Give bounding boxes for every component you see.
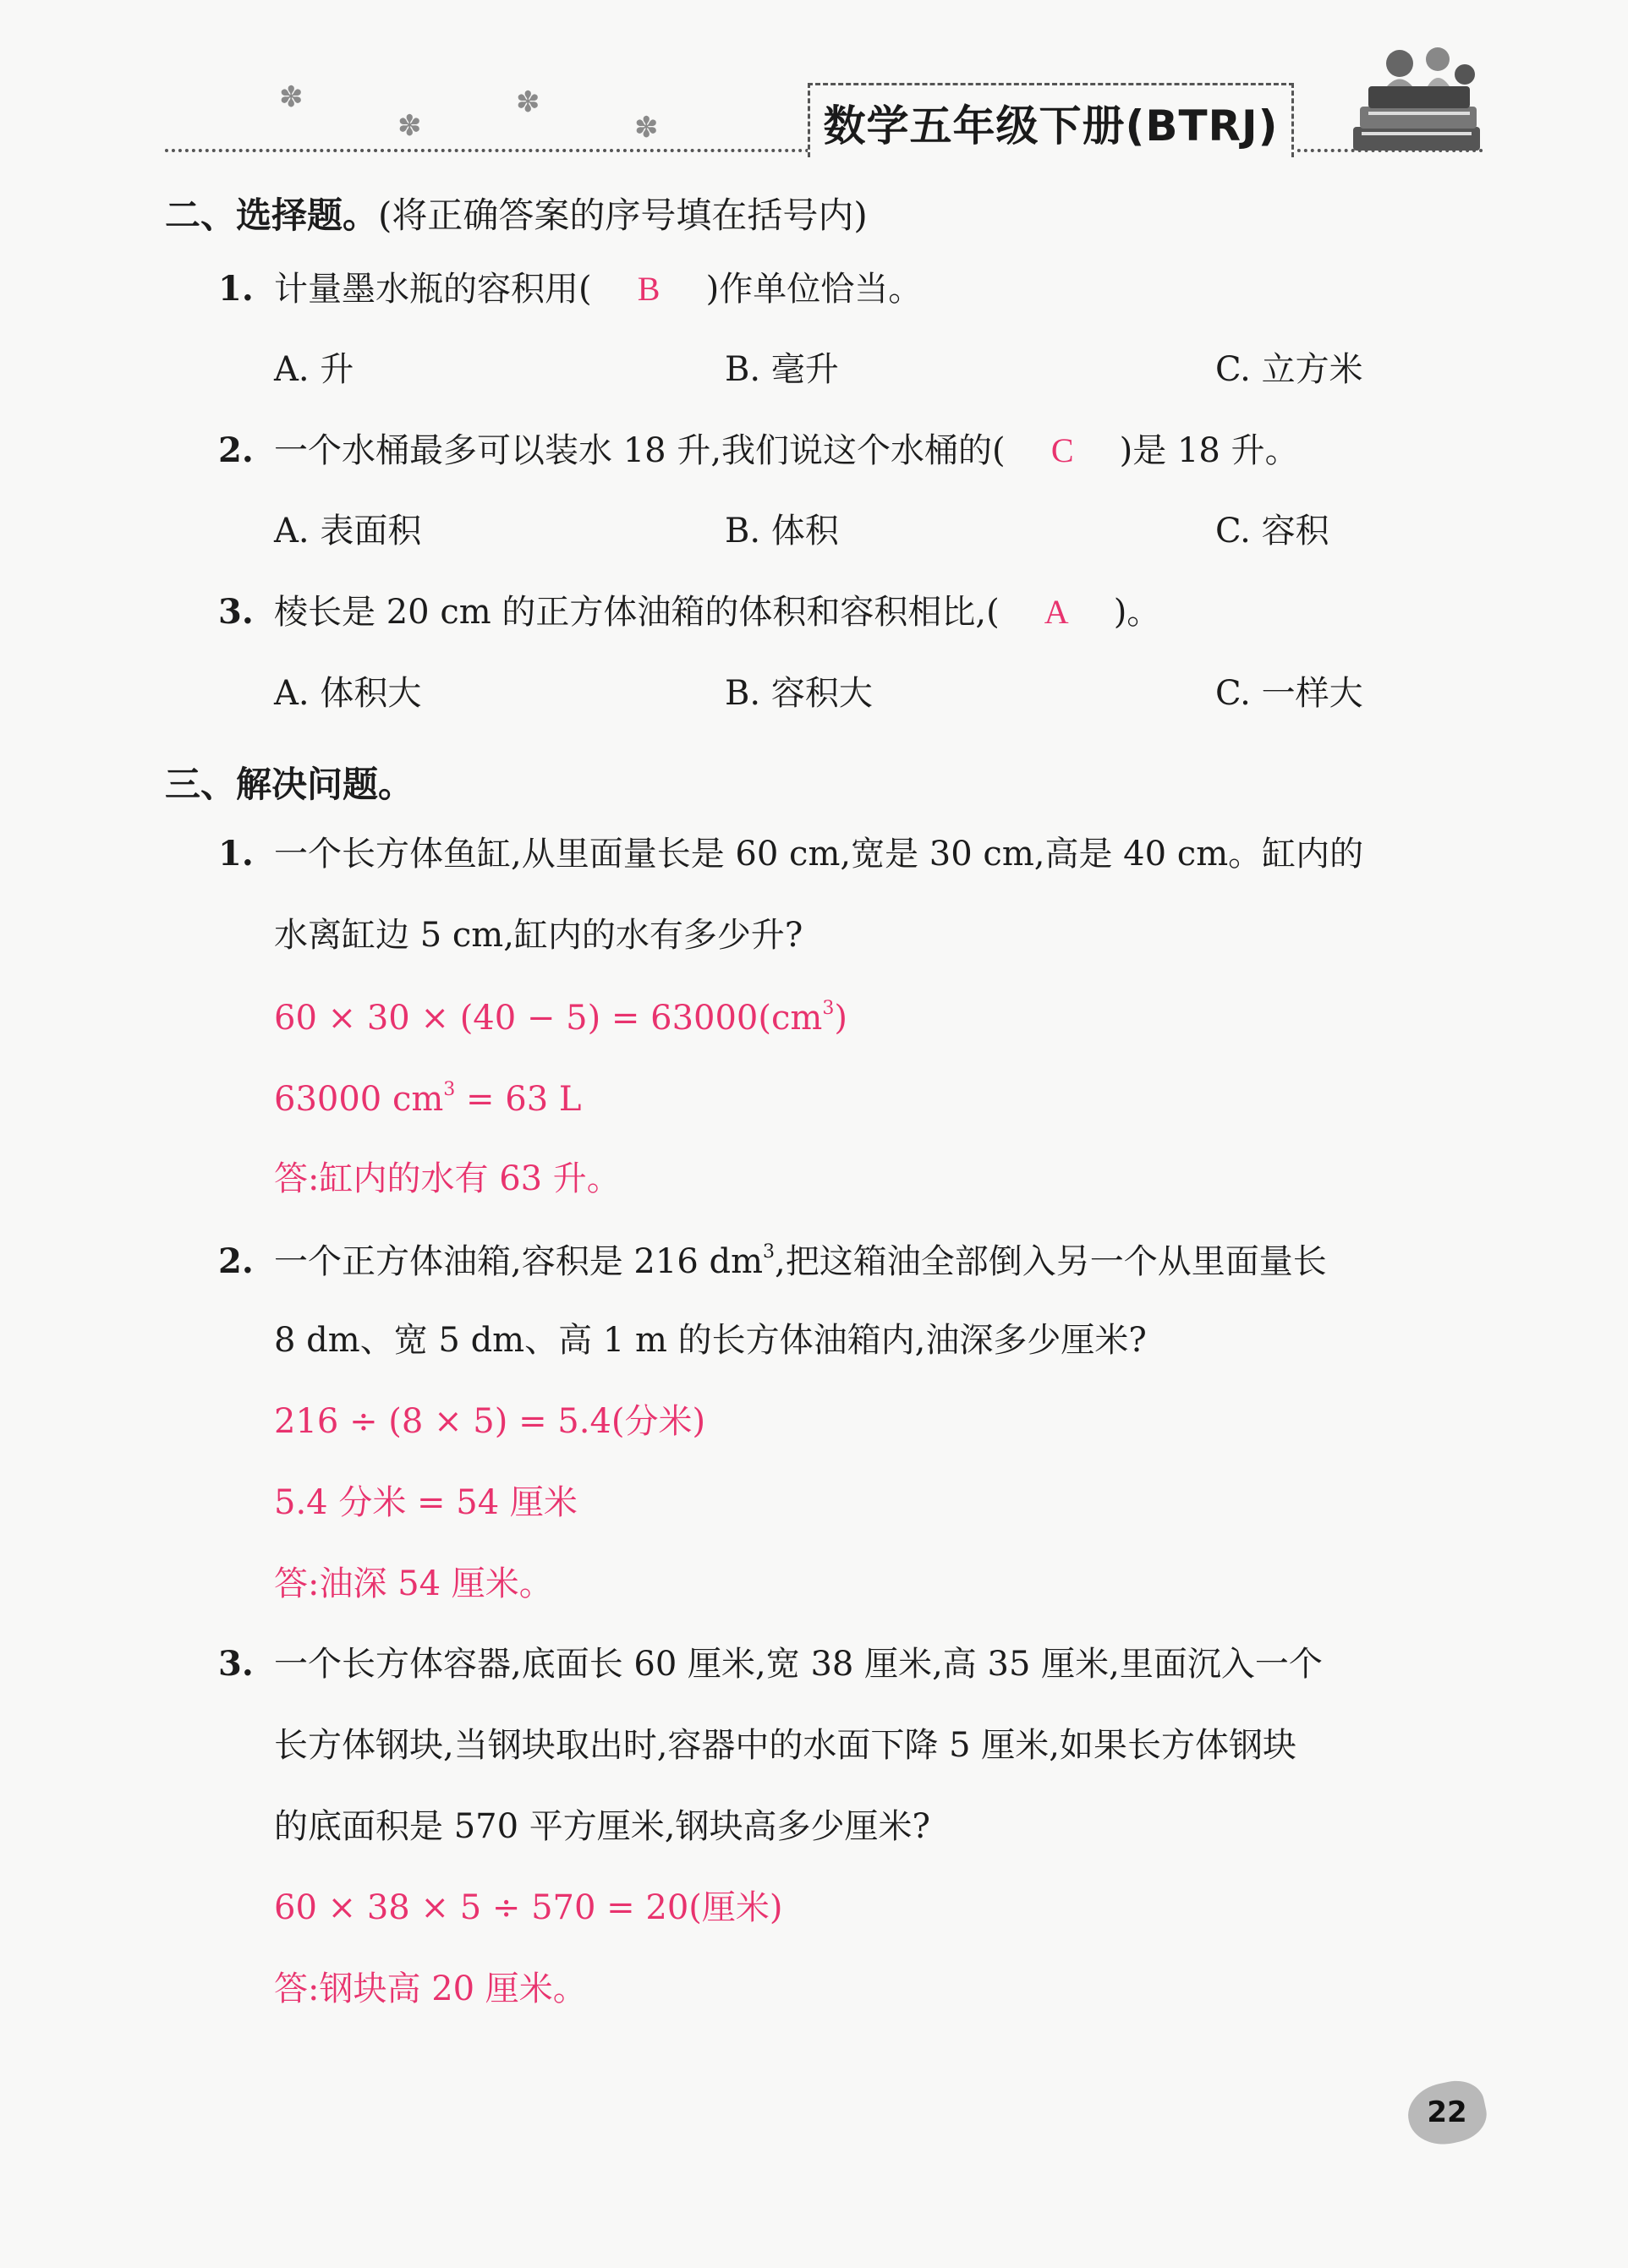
answer-fill: C <box>1050 431 1074 469</box>
option-a: A. 表面积 <box>274 512 422 551</box>
question-text: 棱长是 20 cm 的正方体油箱的体积和容积相比,( <box>274 593 1000 632</box>
star-icon: ✽ <box>279 80 304 114</box>
section-3-title: 三、解决问题。 <box>165 764 414 805</box>
option-c: C. 容积 <box>1215 512 1329 551</box>
star-icon: ✽ <box>516 85 540 119</box>
question-text-tail: )。 <box>1113 593 1161 632</box>
option-b: B. 容积大 <box>725 674 873 713</box>
section-2-title <box>165 188 868 238</box>
problem-number: 3. <box>218 1644 254 1684</box>
solution-step: 60 × 38 × 5 ÷ 570 = 20(厘米) <box>274 1888 783 1927</box>
book-title: 数学五年级下册(BTRJ) <box>823 101 1279 151</box>
book-title-box <box>808 83 1294 157</box>
option-a: A. 升 <box>274 350 354 389</box>
star-icon: ✽ <box>634 111 659 145</box>
question-text: 一个水桶最多可以装水 18 升,我们说这个水桶的( <box>274 431 1006 470</box>
option-b: B. 体积 <box>725 512 839 551</box>
solution-expression: 60 × 30 × (40 − 5) = 63000(cm <box>274 999 823 1038</box>
problem-number: 2. <box>218 1241 254 1281</box>
problem-text: 一个长方体容器,底面长 60 厘米,宽 38 厘米,高 35 厘米,里面沉入一个 <box>274 1645 1323 1684</box>
problem-text: 一个长方体鱼缸,从里面量长是 60 cm,宽是 30 cm,高是 40 cm。缸内的 <box>274 835 1364 874</box>
word-problem-3 <box>218 1644 1323 1684</box>
decorative-stars <box>262 76 702 144</box>
answer-fill: B <box>637 270 661 308</box>
solution-step: 5.4 分米 = 54 厘米 <box>274 1483 578 1522</box>
choice-question-3 <box>218 592 1161 632</box>
problem-text: 一个正方体油箱,容积是 216 dm <box>274 1242 764 1281</box>
solution-expression-tail: ) <box>834 999 847 1038</box>
solution-answer: 答:钢块高 20 厘米。 <box>274 1969 587 2008</box>
solution-step <box>274 1079 582 1119</box>
solution-answer: 答:缸内的水有 63 升。 <box>274 1159 621 1198</box>
choice-question-1 <box>218 269 923 309</box>
word-problem-1 <box>218 834 1364 874</box>
superscript: 3 <box>822 998 835 1019</box>
question-number: 1. <box>218 269 254 309</box>
section-2-heading: 二、选择题。 <box>165 194 379 236</box>
solution-step: 216 ÷ (8 × 5) = 5.4(分米) <box>274 1402 706 1441</box>
solution-answer: 答:油深 54 厘米。 <box>274 1564 553 1603</box>
option-c: C. 立方米 <box>1215 350 1363 389</box>
word-problem-2 <box>218 1243 1327 1279</box>
problem-number: 1. <box>218 834 254 874</box>
problem-text-line: 长方体钢块,当钢块取出时,容器中的水面下降 5 厘米,如果长方体钢块 <box>274 1726 1297 1765</box>
question-number: 3. <box>218 592 254 632</box>
problem-text-line: 8 dm、宽 5 dm、高 1 m 的长方体油箱内,油深多少厘米? <box>274 1321 1147 1360</box>
superscript: 3 <box>443 1079 456 1100</box>
option-c: C. 一样大 <box>1215 674 1363 713</box>
page-header <box>0 0 1628 169</box>
option-b: B. 毫升 <box>725 350 839 389</box>
solution-step <box>274 998 847 1038</box>
option-a: A. 体积大 <box>274 674 422 713</box>
page-number: 22 <box>1427 2095 1467 2129</box>
section-2-instruction: (将正确答案的序号填在括号内) <box>378 194 868 236</box>
problem-text-line: 的底面积是 570 平方厘米,钢块高多少厘米? <box>274 1807 930 1846</box>
solution-expression: 63000 cm <box>274 1080 444 1119</box>
problem-text-tail: ,把这箱油全部倒入另一个从里面量长 <box>775 1242 1327 1281</box>
question-text: 计量墨水瓶的容积用( <box>274 270 592 309</box>
star-icon: ✽ <box>397 109 422 143</box>
books-illustration-icon <box>1336 34 1497 161</box>
question-text-tail: )作单位恰当。 <box>705 270 923 309</box>
answer-fill: A <box>1044 593 1069 631</box>
choice-question-2 <box>218 430 1299 470</box>
solution-expression-tail: = 63 L <box>455 1080 582 1119</box>
superscript: 3 <box>763 1241 776 1263</box>
question-number: 2. <box>218 430 254 470</box>
problem-text-line: 水离缸边 5 cm,缸内的水有多少升? <box>274 916 803 955</box>
question-text-tail: )是 18 升。 <box>1119 431 1299 470</box>
